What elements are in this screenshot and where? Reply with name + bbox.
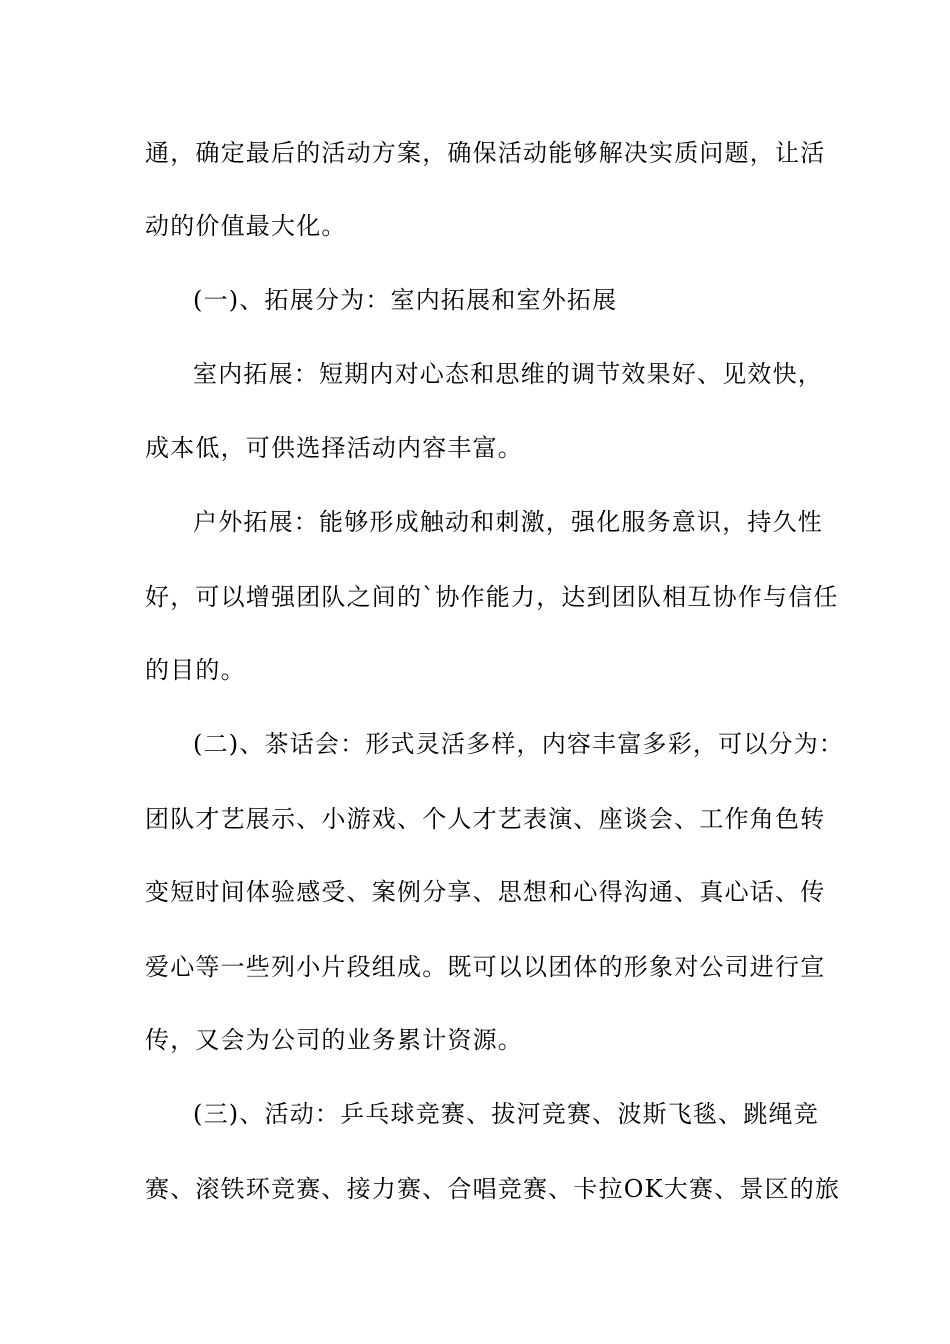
- paragraph-line: 爱心等一些列小片段组成。既可以以团体的形象对公司进行宣: [145, 953, 826, 981]
- paragraph-line: 好，可以增强团队之间的`协作能力，达到团队相互协作与信任: [145, 583, 839, 611]
- section-heading-activities: (三)、活动：乒乓球竞赛、拔河竞赛、波斯飞毯、跳绳竞: [193, 1100, 819, 1128]
- paragraph-line: 成本低，可供选择活动内容丰富。: [145, 434, 523, 462]
- section-heading-outdoor-training: (一)、拓展分为：室内拓展和室外拓展: [193, 286, 618, 314]
- paragraph-line: 室内拓展：短期内对心态和思维的调节效果好、见效快，: [193, 360, 823, 388]
- paragraph-line: 动的价值最大化。: [145, 212, 347, 240]
- paragraph-line: 团队才艺展示、小游戏、个人才艺表演、座谈会、工作角色转: [145, 805, 826, 833]
- section-heading-tea-party: (二)、茶话会：形式灵活多样，内容丰富多彩，可以分为：: [193, 730, 845, 758]
- paragraph-line: 通，确定最后的活动方案，确保活动能够解决实质问题，让活: [145, 139, 826, 167]
- paragraph-line: 户外拓展：能够形成触动和刺激，强化服务意识，持久性: [193, 508, 823, 536]
- paragraph-line: 变短时间体验感受、案例分享、思想和心得沟通、真心话、传: [145, 878, 826, 906]
- paragraph-line: 传，又会为公司的业务累计资源。: [145, 1026, 523, 1054]
- paragraph-line: 的目的。: [145, 656, 246, 684]
- paragraph-line: 赛、滚铁环竞赛、接力赛、合唱竞赛、卡拉OK大赛、景区的旅: [145, 1175, 841, 1203]
